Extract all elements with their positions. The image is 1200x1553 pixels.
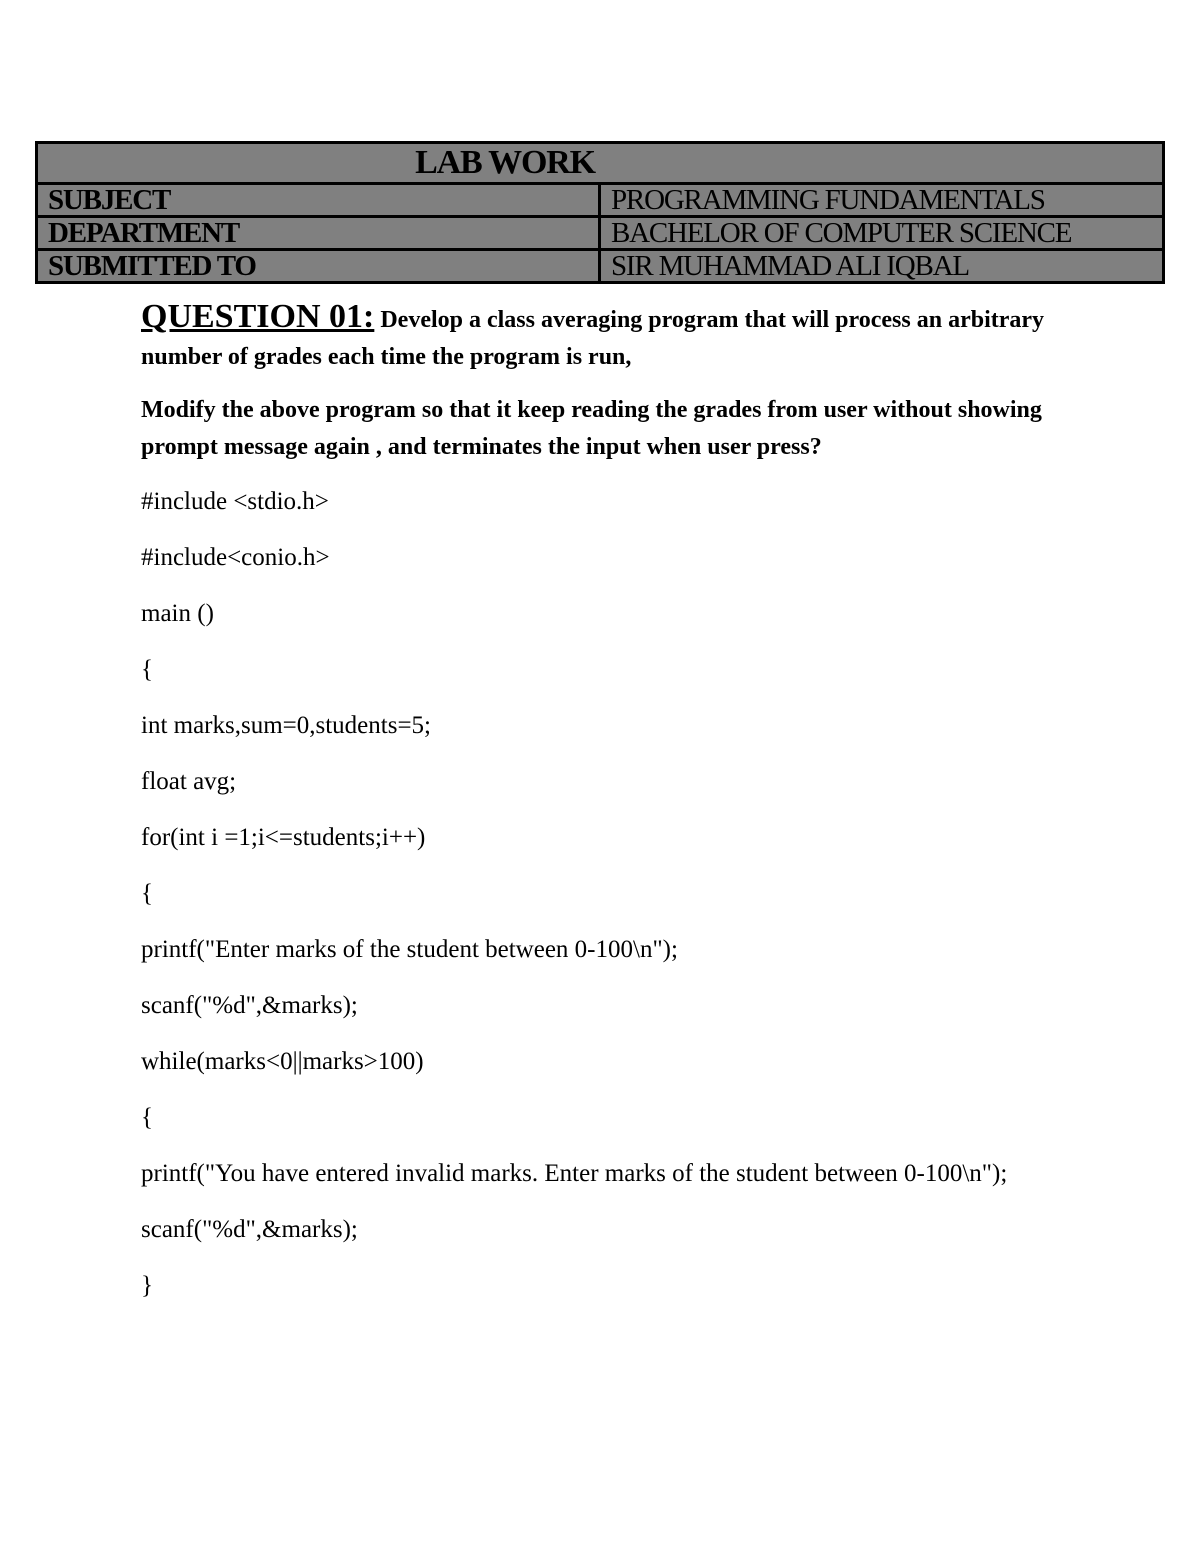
code-line: int marks,sum=0,students=5;: [141, 712, 432, 739]
code-line: }: [141, 1272, 153, 1299]
question-modify-paragraph: Modify the above program so that it keep reading the grades from user without showing prompt message again , and terminates the input when user press?: [141, 397, 1042, 460]
table-row: [37, 250, 1164, 283]
code-line: scanf("%d",&marks);: [141, 1216, 358, 1243]
code-line: float avg;: [141, 768, 237, 795]
table-title-row: [37, 143, 1164, 184]
question-title: QUESTION 01:: [141, 298, 375, 335]
subject-value: PROGRAMMING FUNDAMENTALS: [600, 184, 1164, 217]
lab-work-title: LAB WORK: [37, 143, 1164, 184]
code-line: #include<conio.h>: [141, 544, 330, 571]
code-line: printf("You have entered invalid marks. Enter marks of the student between 0-100\n");: [141, 1160, 1008, 1187]
document-body: [141, 298, 1061, 1304]
department-value: BACHELOR OF COMPUTER SCIENCE: [600, 217, 1164, 250]
code-line: {: [141, 880, 153, 907]
code-line: while(marks<0||marks>100): [141, 1048, 424, 1075]
code-line: printf("Enter marks of the student between 0-100\n");: [141, 936, 678, 963]
code-line: main (): [141, 600, 214, 627]
lab-info-table: [35, 141, 1165, 284]
code-line: #include <stdio.h>: [141, 488, 329, 515]
submitted-to-label: SUBMITTED TO: [37, 250, 600, 283]
table-row: [37, 184, 1164, 217]
question-paragraph: [141, 298, 1061, 376]
table-row: [37, 217, 1164, 250]
submitted-to-value: SIR MUHAMMAD ALI IQBAL: [600, 250, 1164, 283]
code-line: for(int i =1;i<=students;i++): [141, 824, 426, 851]
question-text: Develop a class averaging program that will process an arbitrary number of grades each time the program is run,: [141, 307, 1045, 370]
code-line: scanf("%d",&marks);: [141, 992, 358, 1019]
code-line: {: [141, 1104, 153, 1131]
subject-label: SUBJECT: [37, 184, 600, 217]
code-line: {: [141, 656, 153, 683]
department-label: DEPARTMENT: [37, 217, 600, 250]
